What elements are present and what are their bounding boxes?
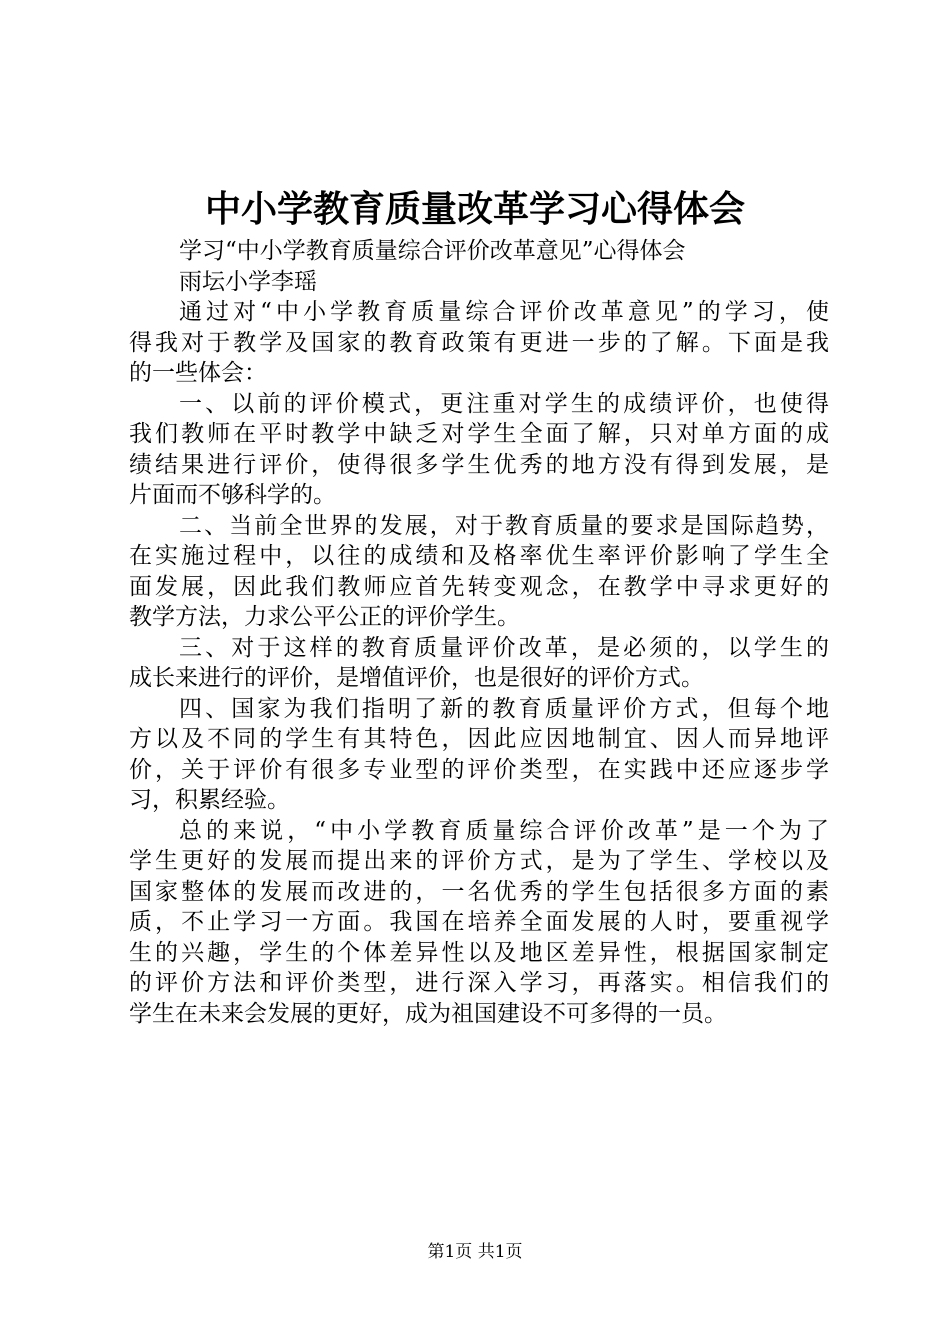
text-line: 的一些体会： (129, 360, 267, 386)
text-line: 在实施过程中，以往的成绩和及格率优生率评价影响了学生全 (129, 543, 829, 569)
document-body (129, 236, 829, 1029)
text-line: 学生在未来会发展的更好，成为祖国建设不可多得的一员。 (129, 1000, 727, 1027)
page-footer: 第1页 共1页 (427, 1242, 523, 1262)
page-title: 中小学教育质量改革学习心得体会 (204, 188, 745, 230)
text-line: 雨坛小学李瑶 (179, 268, 317, 295)
text-line: 学生更好的发展而提出来的评价方式，是为了学生、学校以及 (129, 848, 829, 874)
text-line: 一、以前的评价模式，更注重对学生的成绩评价，也使得 (179, 390, 829, 417)
text-line: 我们教师在平时教学中缺乏对学生全面了解，只对单方面的成 (129, 421, 829, 447)
text-line: 绩结果进行评价，使得很多学生优秀的地方没有得到发展，是 (129, 451, 829, 478)
text-line: 国家整体的发展而改进的，一名优秀的学生包括很多方面的素 (129, 878, 829, 905)
text-line: 学习“中小学教育质量综合评价改革意见”心得体会 (179, 238, 686, 264)
text-line: 方以及不同的学生有其特色，因此应因地制宜、因人而异地评 (129, 726, 829, 752)
text-line: 教学方法，力求公平公正的评价学生。 (129, 604, 520, 630)
text-line: 价，关于评价有很多专业型的评价类型，在实践中还应逐步学 (129, 756, 829, 783)
text-line: 得我对于教学及国家的教育政策有更进一步的了解。下面是我 (129, 329, 829, 356)
text-line: 四、国家为我们指明了新的教育质量评价方式，但每个地 (179, 695, 829, 722)
text-line: 三、对于这样的教育质量评价改革，是必须的，以学生的 (179, 634, 829, 661)
text-line: 的评价方法和评价类型，进行深入学习，再落实。相信我们的 (129, 970, 829, 996)
text-line: 面发展，因此我们教师应首先转变观念，在教学中寻求更好的 (129, 573, 829, 600)
text-line: 质，不止学习一方面。我国在培养全面发展的人时，要重视学 (129, 909, 829, 935)
text-line: 二、当前全世界的发展，对于教育质量的要求是国际趋势， (179, 512, 829, 539)
text-line: 习，积累经验。 (129, 787, 290, 813)
text-line: 生的兴趣，学生的个体差异性以及地区差异性，根据国家制定 (129, 939, 829, 966)
text-line: 成长来进行的评价，是增值评价，也是很好的评价方式。 (129, 665, 704, 691)
text-line: 总的来说，“中小学教育质量综合评价改革”是一个为了 (179, 817, 829, 844)
text-line: 通过对“中小学教育质量综合评价改革意见”的学习，使 (179, 299, 829, 325)
text-line: 片面而不够科学的。 (129, 482, 336, 508)
